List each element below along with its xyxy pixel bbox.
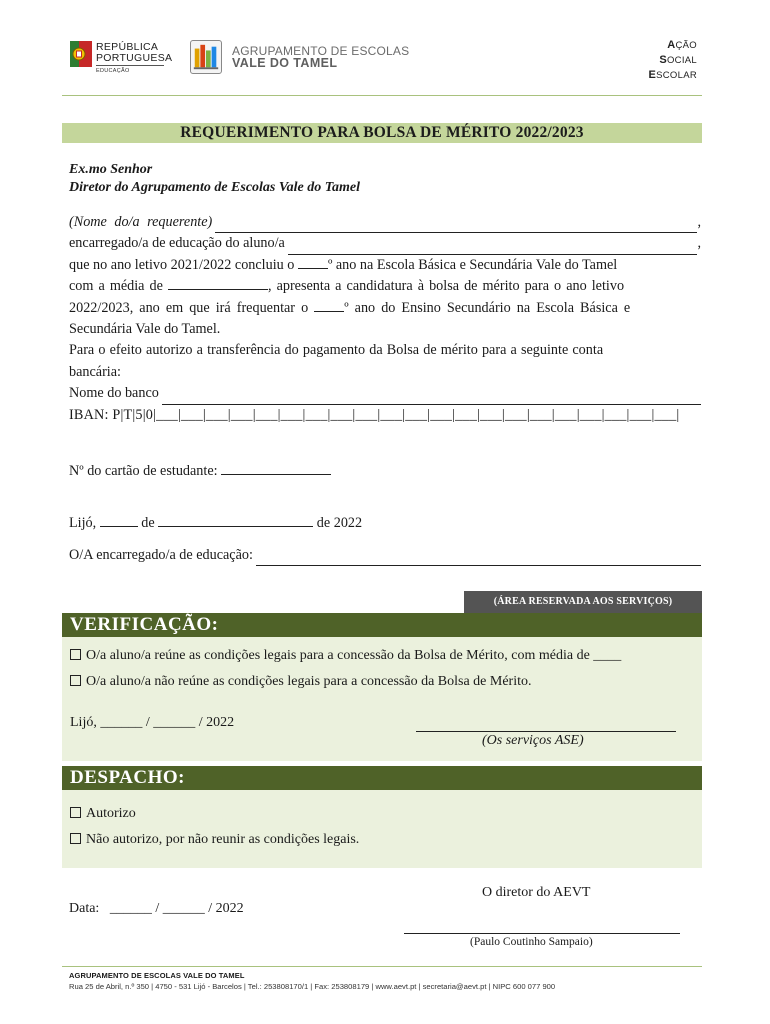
addressee-line2: Diretor do Agrupamento de Escolas Vale do Tamel — [69, 180, 361, 195]
ase-signature-caption: (Os serviços ASE) — [482, 733, 584, 748]
director-signature-field[interactable] — [404, 933, 680, 934]
addressee — [69, 161, 360, 197]
page-title: REQUERIMENTO PARA BOLSA DE MÉRITO 2022/2023 — [180, 124, 584, 141]
autorizo-line: Para o efeito autorizo a transferência do pagamento da Bolsa de mérito para a seguinte conta — [69, 342, 604, 359]
verificacao-heading: VERIFICAÇÃO: — [62, 613, 702, 637]
aluno-name-field[interactable] — [288, 242, 698, 255]
media-field[interactable] — [168, 277, 268, 290]
aluno-line: encarregado/a de educação do aluno/a , — [69, 233, 701, 254]
verificacao-date[interactable]: Lijó, ______ / ______ / 2022 — [70, 715, 235, 730]
cartao-field[interactable] — [221, 462, 331, 475]
despacho-option-autorizo[interactable]: Autorizo — [70, 806, 136, 822]
ano-concluido-field[interactable] — [298, 256, 328, 269]
logo-divider — [96, 65, 164, 66]
republica-line1: REPÚBLICA — [96, 41, 159, 53]
banco-field[interactable] — [162, 392, 701, 405]
republica-portuguesa-logo — [68, 38, 178, 78]
despacho-section — [62, 790, 702, 868]
footer-contacts: Rua 25 de Abril, n.º 350 | 4750 - 531 Lijó - Barcelos | Tel.: 253808170/1 | Fax: 253808179 | www.aevt.pt | secretaria@aevt.pt | NIPC 600 077 900 — [69, 982, 556, 991]
agrupamento-line2: VALE DO TAMEL — [232, 56, 338, 70]
verificacao-option-reune[interactable]: O/a aluno/a reúne as condições legais para a concessão da Bolsa de Mérito, com média de ____ — [70, 648, 621, 664]
cartao-label: Nº do cartão de estudante: — [69, 463, 218, 479]
iban-field[interactable]: IBAN: P|T|5|0|___|___|___|___|___|___|___|___|___|___|___|___|___|___|___|___|___|___|___|___|___| — [69, 406, 680, 423]
verificacao-section — [62, 637, 702, 761]
requerente-line: (Nome do/a requerente) , — [69, 212, 701, 233]
despacho-date[interactable]: Data: ______ / ______ / 2022 — [69, 901, 244, 916]
reserved-area-tab: (ÁREA RESERVADA AOS SERVIÇOS) — [464, 591, 702, 613]
cartao-line — [69, 461, 701, 482]
republica-line3: EDUCAÇÃO — [96, 68, 130, 74]
footer-rule — [62, 966, 702, 967]
media-line: com a média de , apresenta a candidatura à bolsa de mérito para o ano letivo — [69, 278, 625, 295]
director-title: O diretor do AEVT — [482, 885, 591, 900]
bancaria-line: bancária: — [69, 363, 121, 380]
local-date-line: Lijó, de de 2022 — [69, 515, 363, 531]
encarregado-sig-label: O/A encarregado/a de educação: — [69, 547, 253, 563]
verificacao-option-nao-reune[interactable]: O/a aluno/a não reúne as condições legais para a concessão da Bolsa de Mérito. — [70, 674, 532, 690]
school-building-icon — [190, 40, 222, 74]
ano-frequentar-line: 2022/2023, ano em que irá frequentar o º ano do Ensino Secundário na Escola Básica e — [69, 299, 631, 316]
encarregado-signature-field[interactable] — [256, 553, 701, 566]
ase-signature-field[interactable] — [416, 731, 676, 732]
addressee-line1: Ex.mo Senhor — [69, 162, 153, 177]
director-name: (Paulo Coutinho Sampaio) — [470, 936, 593, 948]
agrupamento-line1: AGRUPAMENTO DE ESCOLAS — [232, 44, 410, 58]
footer-school-name: AGRUPAMENTO DE ESCOLAS VALE DO TAMEL — [69, 971, 245, 980]
day-field[interactable] — [100, 514, 138, 527]
page-header — [0, 0, 770, 96]
checkbox-icon[interactable] — [70, 649, 81, 660]
request-paragraph — [69, 212, 701, 426]
header-rule — [62, 95, 702, 96]
ano-frequentar-field[interactable] — [314, 299, 344, 312]
despacho-option-nao-autorizo[interactable]: Não autorizo, por não reunir as condições legais. — [70, 832, 359, 848]
checkbox-icon[interactable] — [70, 807, 81, 818]
republica-line2: PORTUGUESA — [96, 52, 173, 64]
escola-line: Secundária Vale do Tamel. — [69, 321, 221, 338]
checkbox-icon[interactable] — [70, 675, 81, 686]
acao-social-escolar-label: AÇÃO SOCIAL ESCOLAR — [648, 39, 697, 81]
requerente-name-field[interactable] — [215, 220, 697, 233]
banco-label: Nome do banco — [69, 385, 159, 402]
ano-concluido-line: que no ano letivo 2021/2022 concluiu o º ano na Escola Básica e Secundária Vale do Tamel — [69, 256, 618, 273]
banco-line — [69, 383, 701, 404]
encarregado-signature-line — [69, 545, 701, 566]
encarregado-text: encarregado/a de educação do aluno/a — [69, 235, 285, 252]
despacho-heading: DESPACHO: — [62, 766, 702, 790]
month-field[interactable] — [158, 514, 313, 527]
agrupamento-logo — [190, 40, 410, 76]
title-band — [62, 123, 702, 143]
requerente-label: (Nome do/a requerente) — [69, 214, 213, 230]
portuguese-emblem-icon — [70, 41, 92, 67]
checkbox-icon[interactable] — [70, 833, 81, 844]
